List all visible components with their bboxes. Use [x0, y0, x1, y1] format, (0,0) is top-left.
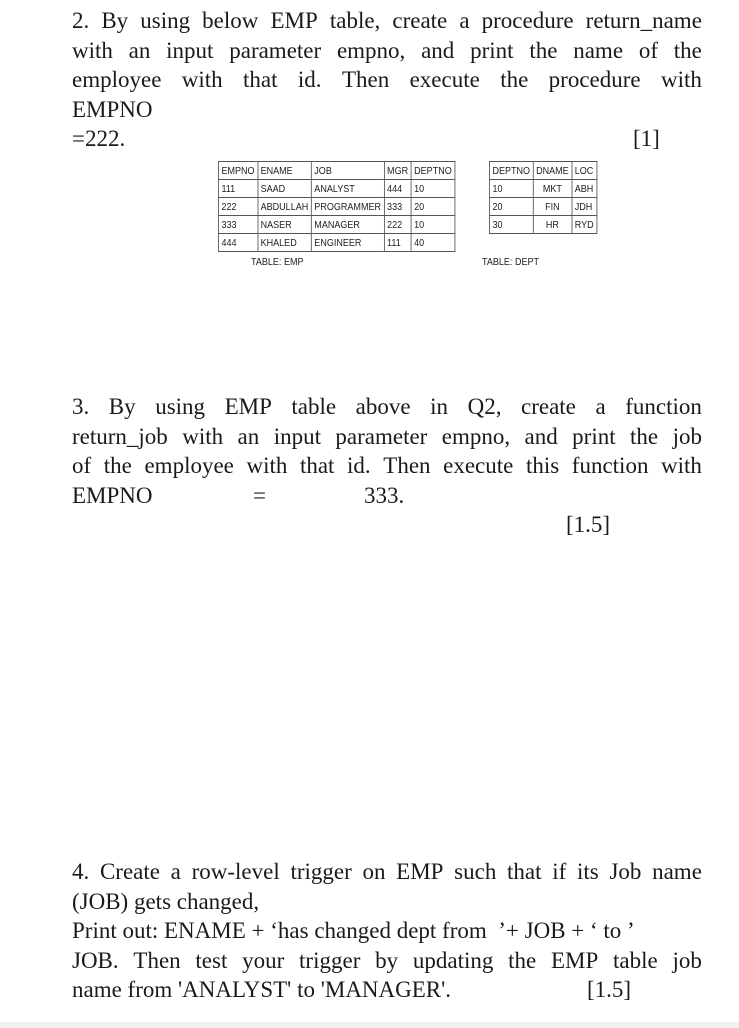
table-row	[218, 180, 454, 198]
emp-header-job: JOB	[311, 162, 384, 180]
emp-table-caption: TABLE: EMP	[251, 256, 304, 268]
emp-cell: PROGRAMMER	[311, 198, 384, 216]
dept-cell: JDH	[572, 198, 597, 216]
question-2	[72, 6, 702, 154]
emp-cell: 222	[218, 198, 257, 216]
dept-table-header-row	[489, 162, 596, 180]
emp-cell: 444	[218, 234, 257, 252]
q3-line-1: 3. By using EMP table above in Q2, create a function	[72, 394, 702, 419]
q3-line-2: return_job with an input parameter empno, and print the job	[72, 423, 702, 449]
emp-cell: 111	[218, 180, 257, 198]
dept-cell: RYD	[572, 216, 597, 234]
q4-mark: [1.5]	[587, 977, 632, 1002]
emp-header-ename: ENAME	[258, 162, 312, 180]
dept-table-caption: TABLE: DEPT	[482, 256, 540, 268]
table-row	[218, 234, 454, 252]
emp-cell: 111	[384, 234, 411, 252]
q4-line-5: name from 'ANALYST' to 'MANAGER'.	[72, 977, 452, 1002]
emp-cell: 333	[218, 216, 257, 234]
emp-header-deptno: DEPTNO	[411, 162, 455, 180]
dept-header-loc: LOC	[572, 162, 597, 180]
q2-line-4: EMPNO	[72, 96, 153, 122]
q4-line-2: (JOB) gets changed,	[72, 888, 260, 914]
dept-cell: HR	[533, 216, 572, 234]
table-row	[218, 198, 454, 216]
emp-cell: 40	[411, 234, 455, 252]
q4-line-1: 4. Create a row-level trigger on EMP such that if its Job name	[72, 859, 702, 884]
emp-header-empno: EMPNO	[218, 162, 257, 180]
table-row	[489, 216, 596, 234]
dept-header-deptno: DEPTNO	[489, 162, 533, 180]
emp-cell: ANALYST	[311, 180, 384, 198]
dept-cell: 20	[489, 198, 533, 216]
dept-cell: FIN	[533, 198, 572, 216]
emp-cell: 10	[411, 180, 455, 198]
dept-header-dname: DNAME	[533, 162, 572, 180]
table-row	[489, 180, 596, 198]
table-row	[489, 198, 596, 216]
emp-cell: 444	[384, 180, 411, 198]
q3-last-empno: EMPNO	[72, 482, 153, 508]
q2-line-1: 2. By using below EMP table, create a procedure return_name	[72, 8, 702, 33]
emp-cell: SAAD	[258, 180, 312, 198]
question-3	[72, 392, 702, 510]
emp-cell: ENGINEER	[311, 234, 384, 252]
dept-cell: 10	[489, 180, 533, 198]
q2-line-2: with an input parameter empno, and print the name of the	[72, 37, 702, 63]
q3-last-equals: =	[253, 482, 266, 508]
emp-cell: KHALED	[258, 234, 312, 252]
q3-line-3: of the employee with that id. Then execute this function with	[72, 453, 702, 478]
dept-cell: MKT	[533, 180, 572, 198]
q2-line-3: employee with that id. Then execute the procedure with	[72, 67, 702, 92]
emp-cell: 333	[384, 198, 411, 216]
emp-table	[218, 161, 455, 252]
q2-line-5: =222.	[72, 126, 126, 151]
emp-cell: 20	[411, 198, 455, 216]
table-row	[218, 216, 454, 234]
emp-header-mgr: MGR	[384, 162, 411, 180]
dept-cell: 30	[489, 216, 533, 234]
q4-line-3: Print out: ENAME + ‘has changed dept from ’+ JOB + ‘ to ’	[72, 918, 635, 943]
emp-cell: MANAGER	[311, 216, 384, 234]
dept-table	[489, 161, 597, 234]
emp-table-header-row	[218, 162, 454, 180]
q3-mark: [1.5]	[566, 512, 611, 537]
q2-mark: [1]	[633, 126, 660, 151]
emp-cell: NASER	[258, 216, 312, 234]
emp-cell: 10	[411, 216, 455, 234]
q3-last-value: 333.	[364, 482, 405, 508]
emp-cell: 222	[384, 216, 411, 234]
dept-cell: ABH	[572, 180, 597, 198]
q3-line-4	[72, 481, 702, 511]
q4-line-4: JOB. Then test your trigger by updating the EMP table job	[72, 947, 702, 973]
emp-cell: ABDULLAH	[258, 198, 312, 216]
page-bottom-edge	[0, 1022, 739, 1028]
